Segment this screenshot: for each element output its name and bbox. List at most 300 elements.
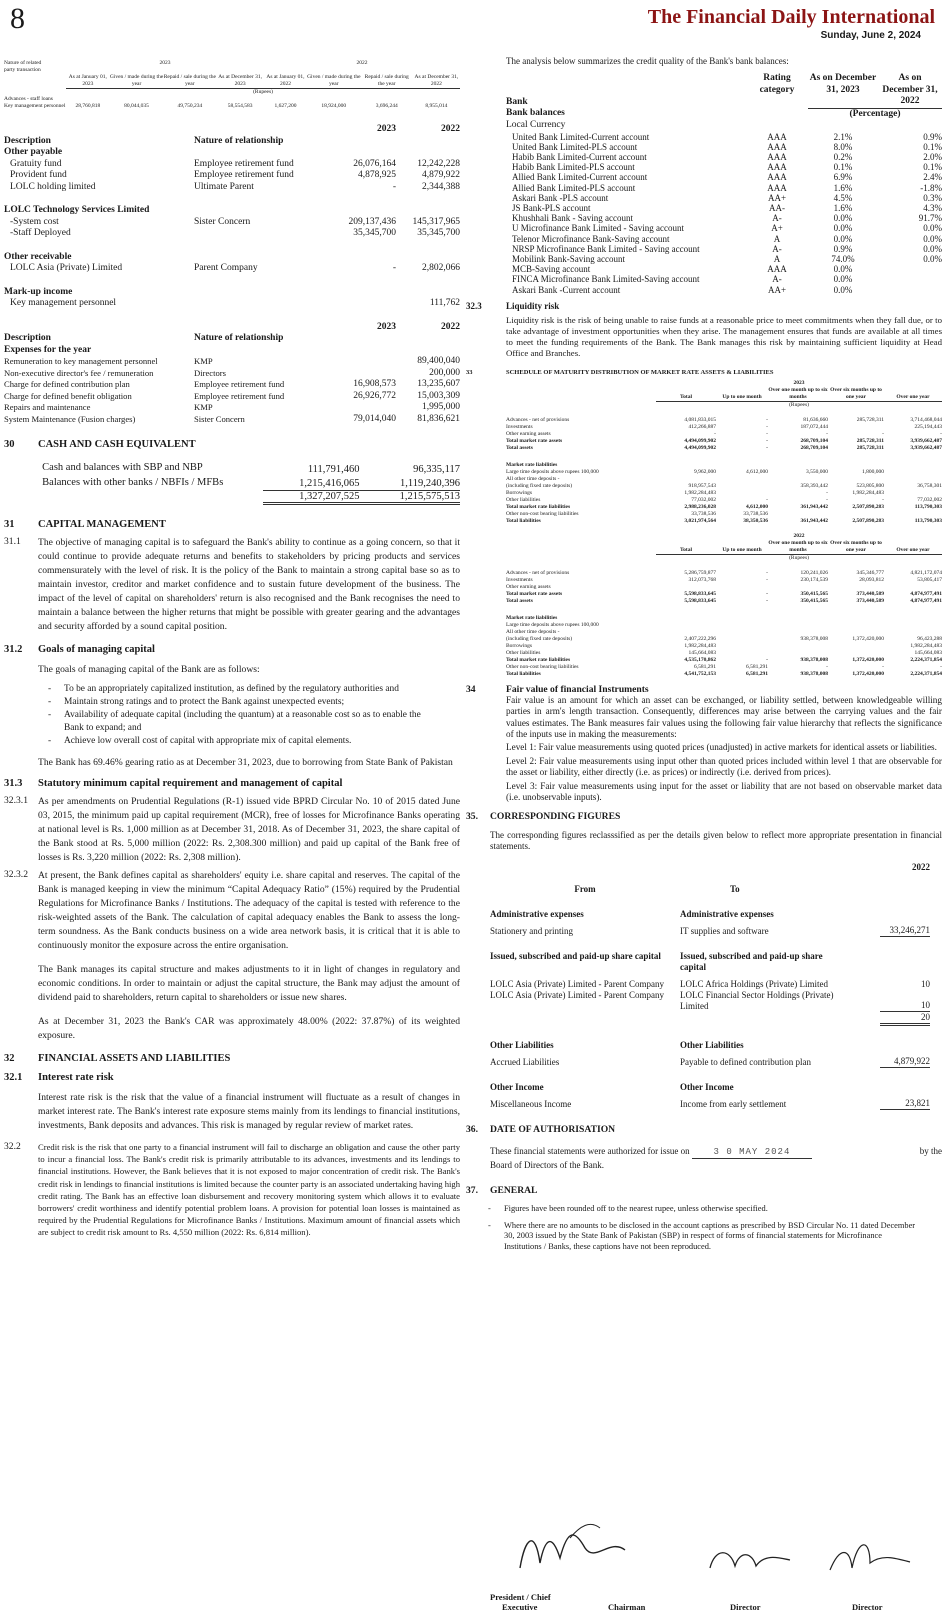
value-2022: 0.0% xyxy=(923,233,942,244)
maturity-year: 2022 xyxy=(793,532,805,539)
bank-name: Askari Bank -PLS account xyxy=(512,192,609,203)
row-value xyxy=(656,476,716,483)
row-value xyxy=(828,629,884,636)
gearing-text: The Bank has 69.46% gearing ratio as at December 31, 2023, due to borrowing from State Bank of Pakistan xyxy=(38,757,453,768)
row-value: 2,507,890,283 xyxy=(852,503,884,510)
row-nature xyxy=(194,228,324,240)
advances-col-label: Nature of related xyxy=(4,60,42,66)
maturity-year: 2023 xyxy=(793,379,805,386)
value-2023: 74.0% xyxy=(831,253,855,264)
header-row xyxy=(506,540,942,555)
car-text: As at December 31, 2023 the Bank's CAR was approximately 48.00% (2022: 37.87%) of its weighted exposure. xyxy=(38,1016,460,1041)
row-value: 6,581,291 xyxy=(694,663,716,670)
row-value: 6,581,291 xyxy=(746,663,768,670)
value-2022: 4.3% xyxy=(923,202,942,213)
newspaper-title: The Financial Daily International xyxy=(647,6,935,28)
rating: AAA xyxy=(767,182,787,193)
row-value: - xyxy=(766,444,768,451)
bank-name: Mobilink Bank-Saving account xyxy=(512,253,625,264)
to-item: IT supplies and software xyxy=(680,926,769,937)
row-value: - xyxy=(826,489,828,496)
row-value: 77,032,002 xyxy=(917,496,942,503)
row-value xyxy=(828,511,884,518)
related-party-expenses-table xyxy=(4,322,460,426)
table-row xyxy=(4,298,460,310)
bank-name: Allied Bank Limited-PLS account xyxy=(512,182,636,193)
unit-row xyxy=(506,401,942,417)
row-value: 145,664,083 xyxy=(914,649,942,656)
value-2022: 0.0% xyxy=(923,253,942,264)
advances-subheader: Repaid / sale during the year xyxy=(361,74,413,89)
table-row xyxy=(506,223,942,233)
table-row xyxy=(506,664,942,671)
row-value xyxy=(716,615,768,622)
row-value: 4,541,752,153 xyxy=(684,670,716,677)
row-value: - xyxy=(940,430,942,437)
advances-subheader: Repaid / sale during the year xyxy=(163,74,216,87)
authorisation-text xyxy=(490,1145,942,1171)
year-row xyxy=(506,533,942,540)
row-description: Charge for defined contribution plan xyxy=(4,379,130,389)
row-value-2022: 13,235,607 xyxy=(417,379,460,389)
value-2022: 0.0% xyxy=(923,223,942,234)
row-value xyxy=(828,476,884,483)
advances-value: 49,750,234 xyxy=(177,103,203,109)
section-35-heading xyxy=(466,811,942,822)
to-item: LOLC Financial Sector Holdings (Private) Limited xyxy=(680,990,834,1012)
row-description: -Staff Deployed xyxy=(10,228,71,238)
row-description: Provident fund xyxy=(10,170,67,180)
row-value xyxy=(884,622,942,629)
row-value: 4,494,099,902 xyxy=(684,444,716,451)
general-item: - Figures have been rounded off to the nearest rupee, unless otherwise specified. xyxy=(488,1204,918,1215)
row-value: 345,346,777 xyxy=(856,569,884,576)
row-label: Market rate liabilities xyxy=(506,461,558,468)
right-column xyxy=(466,56,942,1258)
cf-group-row xyxy=(490,937,930,973)
maturity-table-2022 xyxy=(506,533,942,678)
bank-name: FINCA Microfinance Bank Limited-Saving account xyxy=(512,274,700,285)
row-value-2022: 15,003,309 xyxy=(417,390,460,401)
table-row xyxy=(4,263,460,275)
table-row xyxy=(506,650,942,657)
spacer xyxy=(4,475,42,490)
section-number: 31 xyxy=(4,519,15,530)
to-item: Income from early settlement xyxy=(680,1099,787,1110)
section-title: CORRESPONDING FIGURES xyxy=(490,811,621,823)
row-value-2022: 89,400,040 xyxy=(417,356,460,366)
row-value xyxy=(828,584,884,591)
page-header xyxy=(0,0,945,42)
row-value xyxy=(884,584,942,591)
advances-subheader: As at January 01, 2023 xyxy=(66,74,110,89)
signatory-president xyxy=(490,1592,551,1612)
table-row xyxy=(4,475,460,490)
value-2023: 2.1% xyxy=(833,131,853,142)
group-title: LOLC Technology Services Limited xyxy=(4,205,150,215)
value-2023: 0.9% xyxy=(833,243,853,254)
row-description: Remuneration to key management personnel xyxy=(4,356,158,366)
row-label: Other earning assets xyxy=(506,430,551,437)
section-number: 34 xyxy=(466,683,476,695)
row-value xyxy=(656,622,716,629)
table-row xyxy=(506,622,942,629)
row-value: 1,982,284,483 xyxy=(684,489,716,496)
from-item: Miscellaneous Income xyxy=(490,1099,572,1110)
table-row xyxy=(4,159,460,171)
spacer xyxy=(506,605,942,615)
spacer-row xyxy=(506,605,942,615)
bank-name: Allied Bank Limited-Current account xyxy=(512,172,648,183)
cash-total-2022: 1,215,575,513 xyxy=(360,490,460,504)
row-value: 312,073,768 xyxy=(688,576,716,583)
row-value: - xyxy=(766,656,768,663)
row-description: LOLC holding limited xyxy=(10,181,96,192)
row-value: 1,372,420,000 xyxy=(852,670,884,677)
row-label: Advances - net of provisions xyxy=(506,569,570,576)
bank-name: Askari Bank -Current account xyxy=(512,284,621,295)
row-value: 285,728,311 xyxy=(856,416,884,423)
advances-values-row xyxy=(4,103,460,110)
spacer xyxy=(4,460,42,475)
value-2023: 0.0% xyxy=(833,233,853,244)
value-2023: 0.0% xyxy=(833,213,853,224)
authorisation-text-start: These financial statements were authorized for issue on xyxy=(490,1146,690,1157)
row-label: Other earning assets xyxy=(506,583,551,590)
bank-name: MCB-Saving account xyxy=(512,264,591,275)
row-value-2023: 79,014,040 xyxy=(353,413,396,424)
value-2022: 0.0% xyxy=(923,243,942,254)
from-item: Stationery and printing xyxy=(490,926,573,937)
paragraph-number: 32.3.1 xyxy=(4,795,28,806)
value-2022: 2.4% xyxy=(923,172,942,183)
row-description: System Maintenance (Fusion charges) xyxy=(4,413,136,424)
row-value: 268,709,104 xyxy=(800,444,828,451)
table-a-group-row xyxy=(4,275,460,299)
rating: A- xyxy=(772,213,782,224)
row-value: 77,032,002 xyxy=(691,496,716,503)
row-value: - xyxy=(766,597,768,604)
table-row xyxy=(506,497,942,504)
rating: AAA xyxy=(767,172,787,183)
row-value: 4,494,099,902 xyxy=(684,437,716,444)
value-2022 xyxy=(878,285,942,295)
section-37-heading xyxy=(466,1185,942,1196)
rating: AAA xyxy=(767,131,787,142)
row-value: 2,988,236,028 xyxy=(684,503,716,510)
row-value: 4,535,170,862 xyxy=(684,656,716,663)
row-value: - xyxy=(766,569,768,576)
section-title: Statutory minimum capital requirement and management of capital xyxy=(38,778,343,789)
related-party-balances-table xyxy=(4,124,460,310)
row-value: 938,378,008 xyxy=(800,635,828,642)
row-value: - xyxy=(766,416,768,423)
row-value xyxy=(716,483,768,490)
item-total xyxy=(850,1012,930,1026)
table-row xyxy=(506,615,942,622)
table-a-year1: 2023 xyxy=(377,124,396,134)
paragraph-number: 31.1 xyxy=(4,536,21,547)
row-value: 3,550,000 xyxy=(806,468,828,475)
row-description: Charge for defined benefit obligation xyxy=(4,390,132,401)
row-value xyxy=(656,629,716,636)
section-number: 35. xyxy=(466,811,478,823)
section-title: CAPITAL MANAGEMENT xyxy=(38,519,166,530)
advances-subheader: As at December 31, 2022 xyxy=(414,74,459,87)
rating: AAA xyxy=(767,264,787,275)
bank-name: JS Bank-PLS account xyxy=(512,202,591,213)
spacer xyxy=(506,452,942,462)
table-a-body xyxy=(4,147,460,310)
value-2022 xyxy=(878,274,942,284)
advances-subheader: As at December 31, 2023 xyxy=(216,74,264,89)
maturity-header: Total xyxy=(656,540,716,555)
value-2023: 8.0% xyxy=(833,141,853,152)
row-value xyxy=(656,615,716,622)
row-label: Total market rate liabilities xyxy=(506,656,571,663)
value-2023: 0.1% xyxy=(833,162,853,173)
table-row xyxy=(506,424,942,431)
row-value xyxy=(716,476,768,483)
credit-quality-intro: The analysis below summarizes the credit quality of the Bank's bank balances: xyxy=(506,56,789,66)
cf-group-row xyxy=(490,1068,930,1093)
value-2023: 1.6% xyxy=(833,202,853,213)
row-value: - xyxy=(826,663,828,670)
unit-label: (Percentage) xyxy=(808,108,942,120)
row-value: 9,962,000 xyxy=(694,468,716,475)
table-row xyxy=(506,234,942,244)
row-value: 1,982,284,483 xyxy=(852,489,884,496)
level-2-text: Level 2: Fair value measurements using input other than quoted prices included within level 1 that are observable for the asset or liability, either directly (i.e. as prices) or indirectly (i.e. derived from prices). xyxy=(506,755,942,778)
interest-rate-text: Interest rate risk is the risk that the value of a financial instrument will fluctuate as a result of changes in market interest rate. The Bank's interest rate exposure stems mainly from its lendings to financial institutions, investments, Bank deposits and advances. This risk is managed by regular review of market rates. xyxy=(38,1092,460,1131)
row-value: - xyxy=(766,590,768,597)
row-value-2023: 209,137,436 xyxy=(348,216,396,227)
item-value xyxy=(850,973,930,990)
table-row xyxy=(506,244,942,254)
row-nature xyxy=(194,298,324,310)
rating: A- xyxy=(772,243,782,254)
rating: AA- xyxy=(769,202,785,213)
row-value xyxy=(716,584,768,591)
authorisation-text-end: by the xyxy=(919,1146,942,1157)
table-row xyxy=(4,356,460,368)
spacer xyxy=(506,387,656,402)
row-label: All other time deposits - xyxy=(506,475,560,482)
row-value-2023: 111,791,460 xyxy=(307,463,360,475)
row-value-2023: 1,215,416,065 xyxy=(263,475,359,490)
row-label: Borrowings xyxy=(506,489,532,496)
cf-group-row xyxy=(490,1026,930,1051)
row-value xyxy=(884,462,942,469)
row-value: - xyxy=(766,423,768,430)
row-label: (including fixed rate deposits) xyxy=(506,635,573,642)
table-row xyxy=(4,379,460,391)
row-value: 268,709,104 xyxy=(800,437,828,444)
section-title: Interest rate risk xyxy=(38,1072,114,1083)
advances-subheader: As at January 01, 2022 xyxy=(264,74,307,89)
row-value xyxy=(884,476,942,483)
advances-row-label2: Key management personnel xyxy=(4,103,66,109)
paragraph-32-3-2 xyxy=(4,869,460,953)
row-value: 1,372,420,000 xyxy=(852,656,884,663)
table-row xyxy=(506,132,942,142)
table-row xyxy=(506,598,942,605)
item-value xyxy=(850,1051,930,1068)
advances-year1: 2023 xyxy=(159,60,171,66)
row-value: 120,241,026 xyxy=(800,569,828,576)
advances-col-label2: party transaction xyxy=(4,67,41,73)
table-row xyxy=(4,228,460,240)
table-row xyxy=(506,213,942,223)
advances-value: 58,554,583 xyxy=(227,103,253,109)
president-title: President / Chief xyxy=(490,1592,551,1602)
row-value: - xyxy=(766,437,768,444)
row-value: 4,081,833,015 xyxy=(684,416,716,423)
row-value: 28,093,812 xyxy=(859,576,884,583)
section-32-1-heading xyxy=(4,1072,460,1083)
row-label: (including fixed rate deposits) xyxy=(506,482,573,489)
row-value: 5,598,833,645 xyxy=(684,590,716,597)
row-value: 53,805,417 xyxy=(917,576,942,583)
row-label: Investments xyxy=(506,576,533,583)
group-title: Other payable xyxy=(4,147,63,157)
item-value-text: 4,879,922 xyxy=(880,1056,930,1068)
row-value xyxy=(716,643,768,650)
row-value: 5,286,759,877 xyxy=(684,569,716,576)
row-value: 1,982,284,483 xyxy=(910,642,942,649)
table-row xyxy=(506,183,942,193)
row-value-2022: 96,335,117 xyxy=(413,463,460,475)
section-34-heading xyxy=(466,684,942,695)
table-a-group-row xyxy=(4,147,460,159)
advances-value: 80,044,035 xyxy=(124,103,149,109)
row-value-2023 xyxy=(324,298,396,310)
row-value: - xyxy=(826,496,828,503)
value-2022: 0.9% xyxy=(923,131,942,142)
table-row xyxy=(506,483,942,490)
credit-quality-body xyxy=(506,132,942,295)
section-number: 31.3 xyxy=(4,778,23,789)
general-item: - Where there are no amounts to be disclosed in the account captions as prescribed by BSD Circular No. 11 dated December 30, 2003 issued by the State Bank of Pakistan (SBP) in respect of forms of financial statements for Microfinance Institutions / Banks, these captions have not been reproduced. xyxy=(488,1221,918,1253)
corresponding-year: 2022 xyxy=(912,862,930,873)
row-label: Other liabilities xyxy=(506,649,541,656)
advances-year2: 2022 xyxy=(356,60,368,66)
row-label: Large time deposits above rupees 100,000 xyxy=(506,468,599,475)
row-value-2022: 12,242,228 xyxy=(417,158,460,169)
table-row xyxy=(490,1051,930,1068)
maturity-header: Up to one month xyxy=(716,540,768,555)
col-from: From xyxy=(574,884,596,895)
table-b-group-title: Expenses for the year xyxy=(4,344,92,355)
row-value xyxy=(768,629,828,636)
paragraph-31-1 xyxy=(4,536,460,634)
row-value: 33,738,536 xyxy=(743,510,768,517)
goals-list xyxy=(38,683,438,748)
table-row xyxy=(506,285,942,295)
row-value xyxy=(716,636,768,643)
table-a-col-desc: Description xyxy=(4,135,51,146)
paragraph-number: 32.3.2 xyxy=(4,869,28,880)
maturity-tables xyxy=(506,380,942,678)
row-value xyxy=(828,643,884,650)
section-title: Liquidity risk xyxy=(506,300,560,311)
spacer xyxy=(506,540,656,555)
advances-unit: (Rupees) xyxy=(253,89,273,95)
item-total-text: 20 xyxy=(880,1012,930,1026)
spacer xyxy=(506,380,656,387)
row-nature: Ultimate Parent xyxy=(194,181,254,192)
advances-table xyxy=(4,60,460,110)
from-heading: Other Income xyxy=(490,1082,544,1093)
row-value xyxy=(716,622,768,629)
row-value: - xyxy=(766,496,768,503)
row-value xyxy=(768,643,828,650)
cf-group-row xyxy=(490,895,930,920)
row-description: Key management personnel xyxy=(10,298,117,308)
row-value: 1,372,420,000 xyxy=(852,635,884,642)
header-row xyxy=(506,387,942,402)
liquidity-text: Liquidity risk is the risk of being unable to raise funds at a reasonable price to meet commitments when they fall due, or to take advantage of investment opportunities when they arise. The management ensures that funds are available at all times to meet the funding requirements of the Bank. The Bank manages this risk by maintaining sufficient liquidity at Head Office and Branches. xyxy=(506,314,942,358)
row-value: 145,664,083 xyxy=(688,649,716,656)
section-title: DATE OF AUTHORISATION xyxy=(490,1124,616,1136)
value-2023: 6.9% xyxy=(833,172,853,183)
goal-item: - Availability of adequate capital (including the quantum) at a reasonable cost so as to enable the Bank to expand; and xyxy=(48,709,438,735)
paragraph-32-3-1 xyxy=(4,795,460,865)
row-value xyxy=(656,584,716,591)
table-row xyxy=(506,162,942,172)
item-value xyxy=(850,1093,930,1110)
paragraph-text: The objective of managing capital is to safeguard the Bank's ability to continue as a going concern, so that it could continue to provide adequate returns and benefits to stakeholders by pricing products and services commensurately with the level of risk. It is the policy of the Bank to maintain a strong capital base so as to maintain investor, creditor and market confidence and to sustain future development of the business. The impact of the level of capital on shareholders' return is also recognised and the Bank recognises the need to maintain a balance between the higher returns that might be possible with greater gearing and the advantages and security afforded by a sound capital position. xyxy=(38,537,460,632)
row-value: 412,266,887 xyxy=(688,423,716,430)
paragraph-text: At present, the Bank defines capital as shareholders' equity i.e. share capital and reserves. The capital of the Bank is managed keeping in view the minimum “Capital Adequacy Ratio” (15%) required by the Prudential Regulations for Microfinance Banks / Institutions. The adequacy of the capital is tested with reference to the risk-weighted assets of the Bank. The calculation of capital adequacy enables the Bank to assess the long-term soundness. As the Bank conducts business on a wide area network basis, it is critical that it is able to continuously monitor the exposure across the entire organisation. xyxy=(38,870,460,951)
item-value-text: 10 xyxy=(880,1000,930,1012)
row-nature: Employee retirement fund xyxy=(194,158,294,169)
value-2023: 0.0% xyxy=(833,223,853,234)
item-value-text: 33,246,271 xyxy=(880,925,930,937)
signature-area xyxy=(490,1508,940,1618)
row-value-2023: 4,878,925 xyxy=(358,170,396,180)
row-value: 113,790,303 xyxy=(914,503,942,510)
section-number: 32.1 xyxy=(4,1072,23,1083)
row-value: 350,415,565 xyxy=(800,597,828,604)
row-value: 523,805,800 xyxy=(856,482,884,489)
president-title-2: Executive xyxy=(502,1602,538,1612)
row-description: -System cost xyxy=(10,216,59,227)
from-item: LOLC Asia (Private) Limited - Parent Company xyxy=(490,979,664,990)
row-value-2022: 1,995,000 xyxy=(422,402,460,412)
row-label: Balances with other banks / NBFIs / MFBs xyxy=(42,477,224,488)
row-value: 2,224,371,854 xyxy=(910,656,942,663)
table-row xyxy=(506,445,942,452)
table-row xyxy=(506,274,942,284)
item-value-text: 23,821 xyxy=(880,1098,930,1110)
table-row xyxy=(506,518,942,525)
to-item: LOLC Africa Holdings (Private) Limited xyxy=(680,979,828,990)
value-2022 xyxy=(878,264,942,274)
row-value: - xyxy=(826,430,828,437)
spacer-row xyxy=(506,452,942,462)
row-label: Total liabilities xyxy=(506,670,541,677)
paragraph-number: 32.2 xyxy=(4,1141,21,1152)
row-value xyxy=(768,511,828,518)
maturity-header: Over six months up to one year xyxy=(828,540,884,555)
row-value: 285,728,311 xyxy=(856,444,884,451)
spacer xyxy=(850,1068,930,1093)
table-a-year2: 2022 xyxy=(441,124,460,134)
row-label: Market rate liabilities xyxy=(506,614,558,621)
row-value: - xyxy=(882,430,884,437)
value-2023: 4.5% xyxy=(833,192,853,203)
